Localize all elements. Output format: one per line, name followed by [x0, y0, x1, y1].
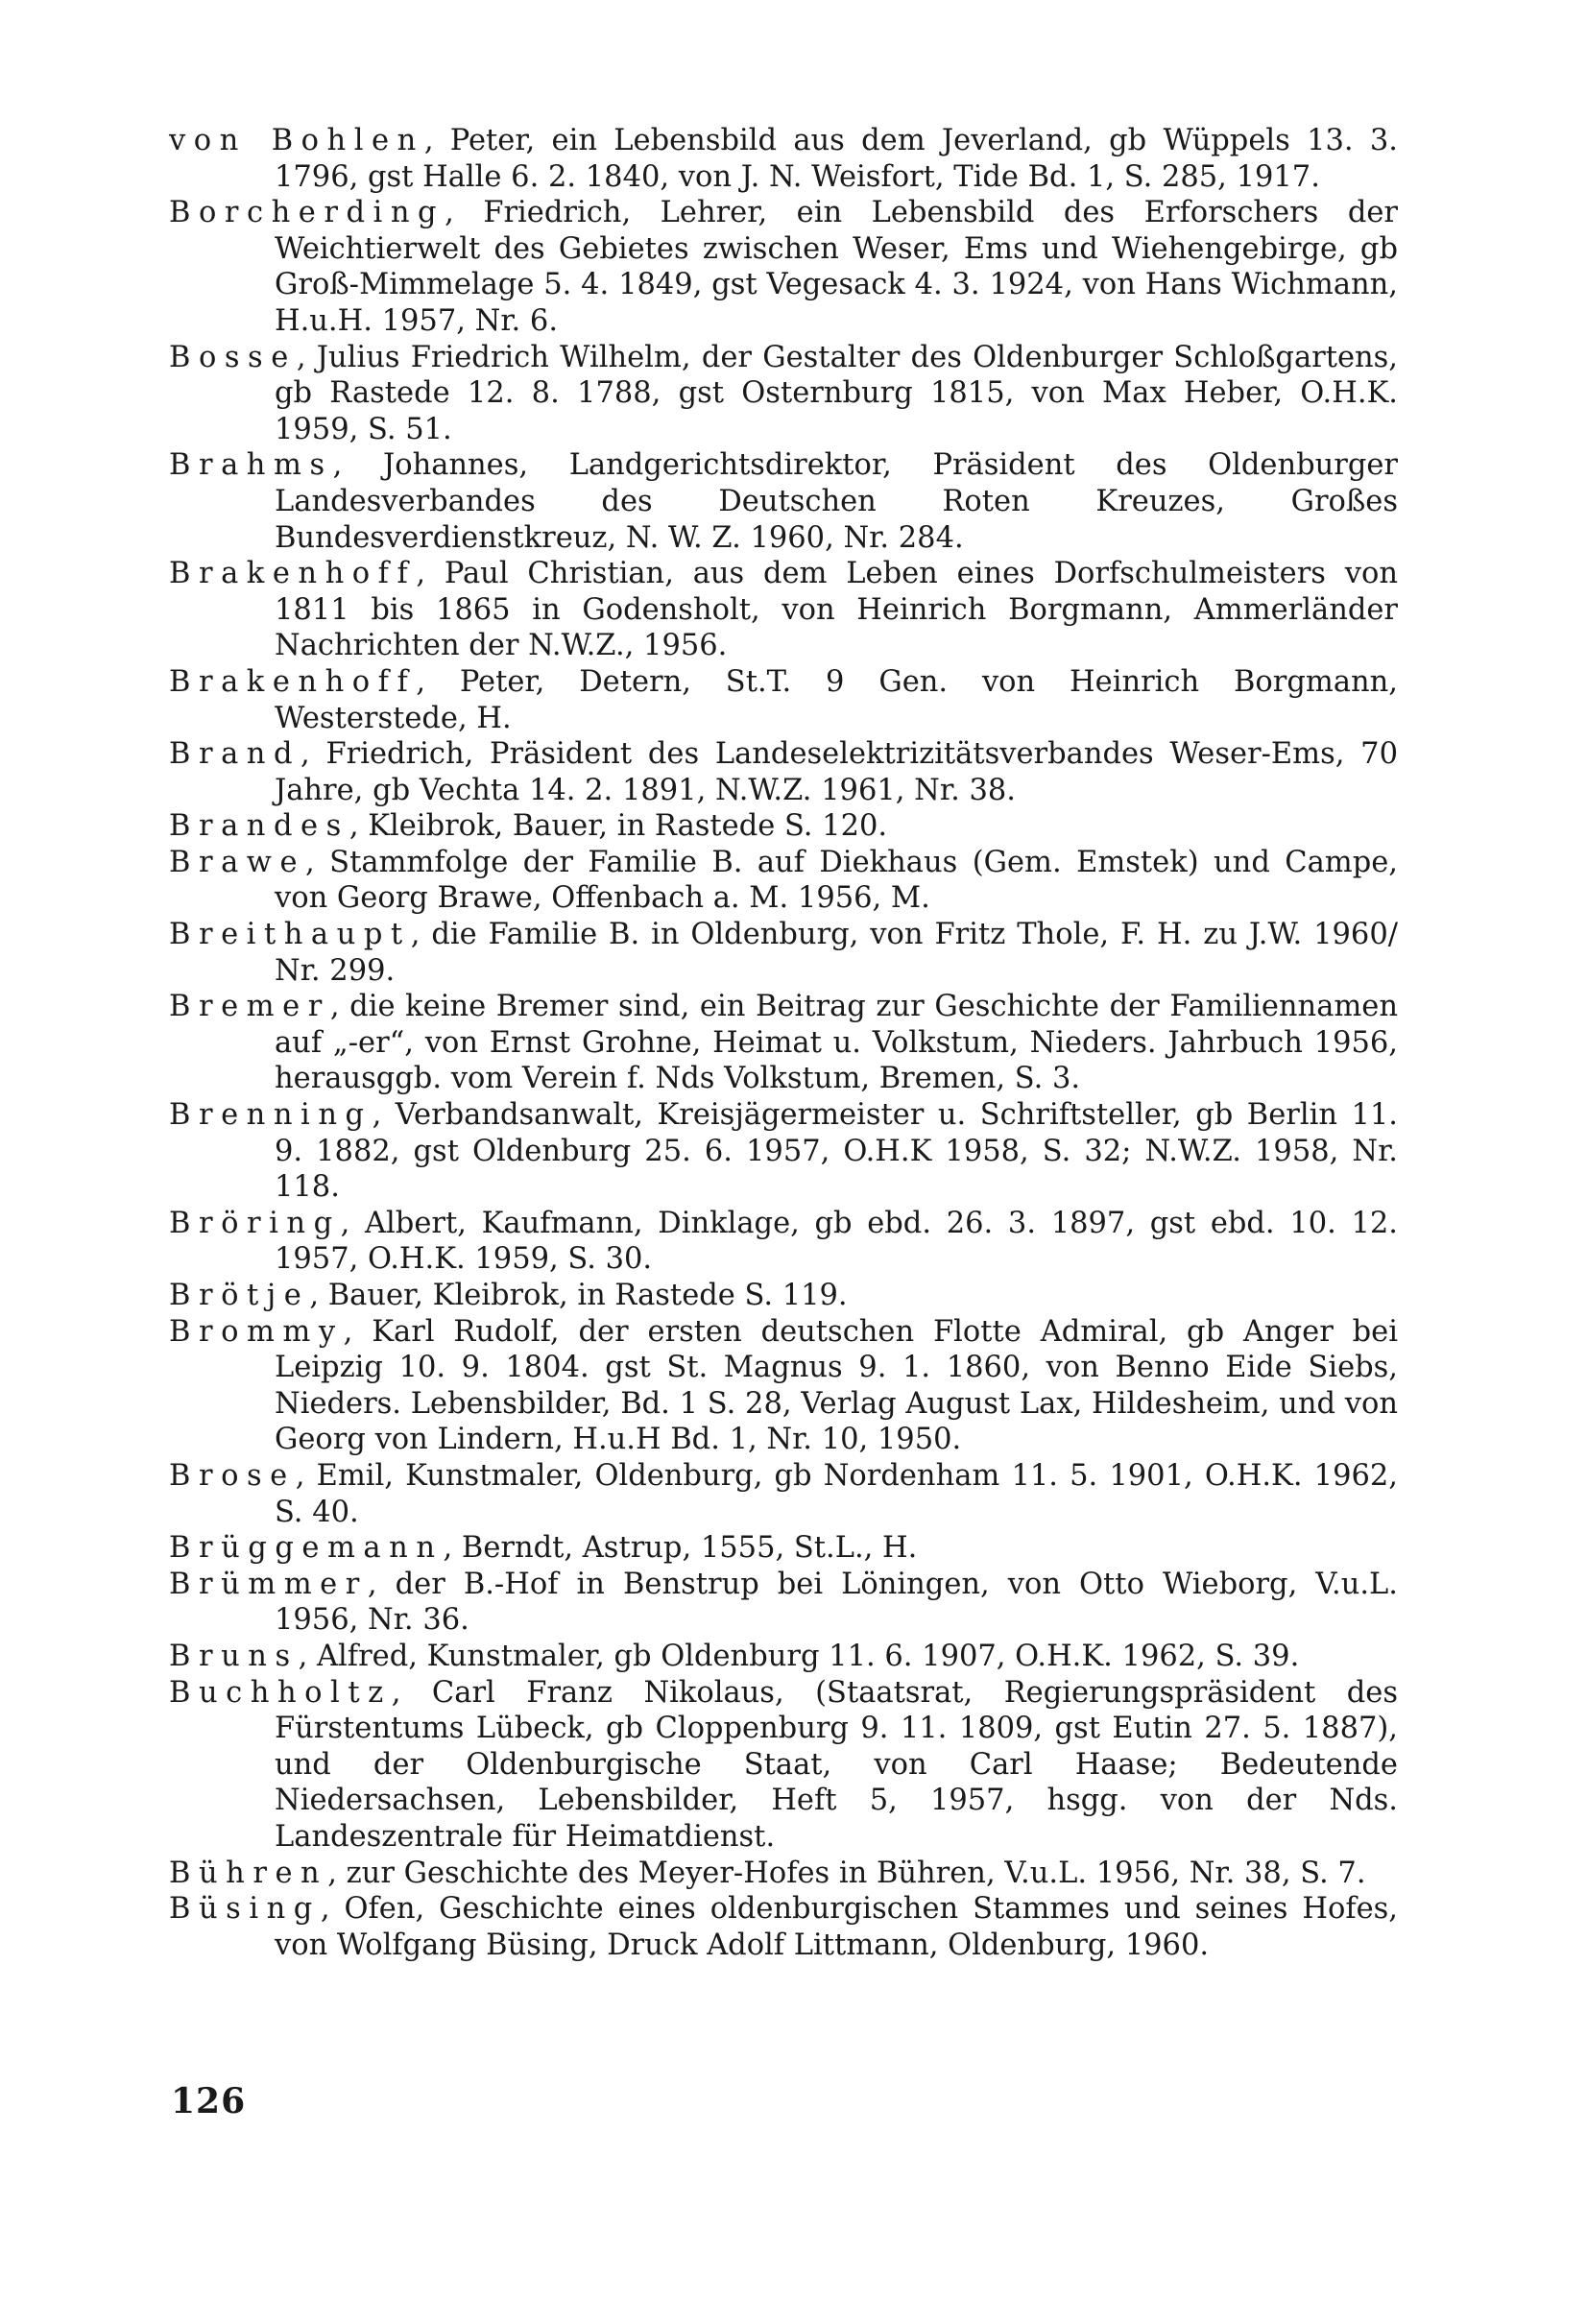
entry-text: , Karl Rudolf, der ersten deutschen Flotte Admiral, gb Anger bei Leipzig 10. 9. 1804. gst St. Magnus 9. 1. 1860, von Benno Eide Siebs, Nieders. Lebensbilder, Bd. 1 S. 28, Verlag August Lax, Hildesheim, und von Georg von Lindern, H.u.H Bd. 1, Nr. 10, 1950. [275, 1314, 1398, 1457]
index-entry [169, 1206, 1398, 1278]
index-entry [169, 195, 1398, 339]
index-entry [169, 808, 1398, 845]
entry-name: Borcherding [169, 196, 445, 230]
entry-text: , Verbandsanwalt, Kreisjägermeister u. Schriftsteller, gb Berlin 11. 9. 1882, gst Oldenburg 25. 6. 1957, O.H.K 1958, S. 32; N.W.Z. 1958, Nr. 118. [275, 1098, 1398, 1205]
index-entry [169, 340, 1398, 448]
index-entry [169, 1278, 1398, 1314]
entry-name: Brakenhoff [169, 557, 417, 591]
entry-text: , Carl Franz Nikolaus, (Staatsrat, Regierungspräsident des Fürstentums Lübeck, gb Cloppenburg 9. 11. 1809, gst Eutin 27. 5. 1887), und der Oldenburgische Staat, von Carl Haase; Bedeutende Niedersachsen, Lebensbilder, Heft 5, 1957, hsgg. von der Nds. Landeszentrale für Heimatdienst. [275, 1675, 1398, 1854]
index-entry [169, 1639, 1398, 1675]
entry-text: , Albert, Kaufmann, Dinklage, gb ebd. 26. 3. 1897, gst ebd. 10. 12. 1957, O.H.K. 1959, S. 30. [275, 1206, 1398, 1277]
index-entries [169, 123, 1398, 1963]
entry-text: , Friedrich, Präsident des Landeselektrizitätsverbandes Weser-Ems, 70 Jahre, gb Vechta 14. 2. 1891, N.W.Z. 1961, Nr. 38. [275, 737, 1398, 807]
entry-name: Brand [169, 737, 301, 772]
entry-text: , Stammfolge der Familie B. auf Diekhaus (Gem. Emstek) und Campe, von Georg Brawe, Offenbach a. M. 1956, M. [275, 845, 1398, 916]
entry-name: Bruns [169, 1639, 299, 1673]
index-entry [169, 1097, 1398, 1206]
entry-text: , Ofen, Geschichte eines oldenburgischen Stammes und seines Hofes, von Wolfgang Büsing, Druck Adolf Littmann, Oldenburg, 1960. [275, 1892, 1398, 1962]
entry-name: Bröring [169, 1206, 341, 1240]
entry-name: Brahms [169, 448, 333, 483]
entry-text: , zur Geschichte des Meyer-Hofes in Bühren, V.u.L. 1956, Nr. 38, S. 7. [327, 1856, 1366, 1890]
entry-name: Bosse [169, 340, 297, 374]
index-entry [169, 664, 1398, 736]
entry-name: Buchholtz [169, 1675, 392, 1710]
entry-text: , Emil, Kunstmaler, Oldenburg, gb Nordenham 11. 5. 1901, O.H.K. 1962, S. 40. [275, 1458, 1398, 1529]
entry-text: , Alfred, Kunstmaler, gb Oldenburg 11. 6. 1907, O.H.K. 1962, S. 39. [298, 1639, 1300, 1673]
entry-text: , Paul Christian, aus dem Leben eines Dorfschulmeisters von 1811 bis 1865 in Godensholt, von Heinrich Borgmann, Ammerländer Nachrichten der N.W.Z., 1956. [275, 557, 1398, 663]
index-entry [169, 447, 1398, 556]
entry-text: , Peter, Detern, St.T. 9 Gen. von Heinrich Borgmann, Westerstede, H. [275, 664, 1398, 735]
page-number: 126 [171, 2081, 247, 2121]
entry-name: Büsing [169, 1892, 321, 1927]
entry-name: Breithaupt [169, 918, 411, 952]
index-entry [169, 123, 1398, 195]
index-entry [169, 845, 1398, 917]
index-entry [169, 1314, 1398, 1458]
entry-text: , Berndt, Astrup, 1555, St.L., H. [443, 1531, 918, 1566]
entry-name: Brötje [169, 1279, 310, 1312]
entry-name: Brose [169, 1458, 296, 1493]
index-entry [169, 917, 1398, 989]
entry-text: , Julius Friedrich Wilhelm, der Gestalter des Oldenburger Schloßgartens, gb Rastede 12. 8. 1788, gst Osternburg 1815, von Max Heber, O.H.K. 1959, S. 51. [275, 340, 1398, 446]
entry-name: Brandes [169, 809, 349, 844]
index-entry [169, 989, 1398, 1097]
index-entry [169, 1675, 1398, 1856]
entry-text: , Friedrich, Lehrer, ein Lebensbild des Erforschers der Weichtierwelt des Gebietes zwischen Weser, Ems und Wiehengebirge, gb Groß-Mimmelage 5. 4. 1849, gst Vegesack 4. 3. 1924, von Hans Wichmann, H.u.H. 1957, Nr. 6. [275, 196, 1398, 338]
index-entry [169, 1530, 1398, 1567]
entry-text: , Kleibrok, Bauer, in Rastede S. 120. [349, 809, 888, 844]
entry-name: Brakenhoff [169, 664, 417, 699]
index-entry [169, 1856, 1398, 1892]
entry-name: Brenning [169, 1098, 373, 1133]
entry-text: , Peter, ein Lebensbild aus dem Jeverland, gb Wüppels 13. 3. 1796, gst Halle 6. 2. 1840, von J. N. Weisfort, Tide Bd. 1, S. 285, 1917. [275, 124, 1398, 194]
entry-name: Brawe [169, 845, 306, 879]
entry-name: Brüggemann [169, 1531, 444, 1566]
entry-text: , die keine Bremer sind, ein Beitrag zur Geschichte der Familiennamen auf „-er“, von Ernst Grohne, Heimat u. Volkstum, Nieders. Jahrbuch 1956, herausggb. vom Verein f. Nds Volkstum, Bremen, S. 3. [275, 990, 1398, 1096]
entry-text: , die Familie B. in Oldenburg, von Fritz Thole, F. H. zu J.W. 1960/ Nr. 299. [275, 918, 1398, 988]
entry-text: , der B.-Hof in Benstrup bei Löningen, von Otto Wieborg, V.u.L. 1956, Nr. 36. [275, 1567, 1398, 1638]
index-entry [169, 736, 1398, 808]
entry-name: von Bohlen [169, 124, 424, 157]
index-entry [169, 1891, 1398, 1963]
entry-name: Bühren [169, 1856, 328, 1890]
index-entry [169, 1567, 1398, 1639]
entry-name: Brümmer [169, 1567, 368, 1601]
entry-text: , Johannes, Landgerichtsdirektor, Präsident des Oldenburger Landesverbandes des Deutschen Roten Kreuzes, Großes Bundesverdienstkreuz, N. W. Z. 1960, Nr. 284. [275, 448, 1398, 555]
entry-name: Brommy [169, 1314, 344, 1349]
index-entry [169, 1458, 1398, 1530]
entry-text: , Bauer, Kleibrok, in Rastede S. 119. [309, 1279, 848, 1312]
entry-name: Bremer [169, 990, 330, 1024]
index-entry [169, 556, 1398, 664]
